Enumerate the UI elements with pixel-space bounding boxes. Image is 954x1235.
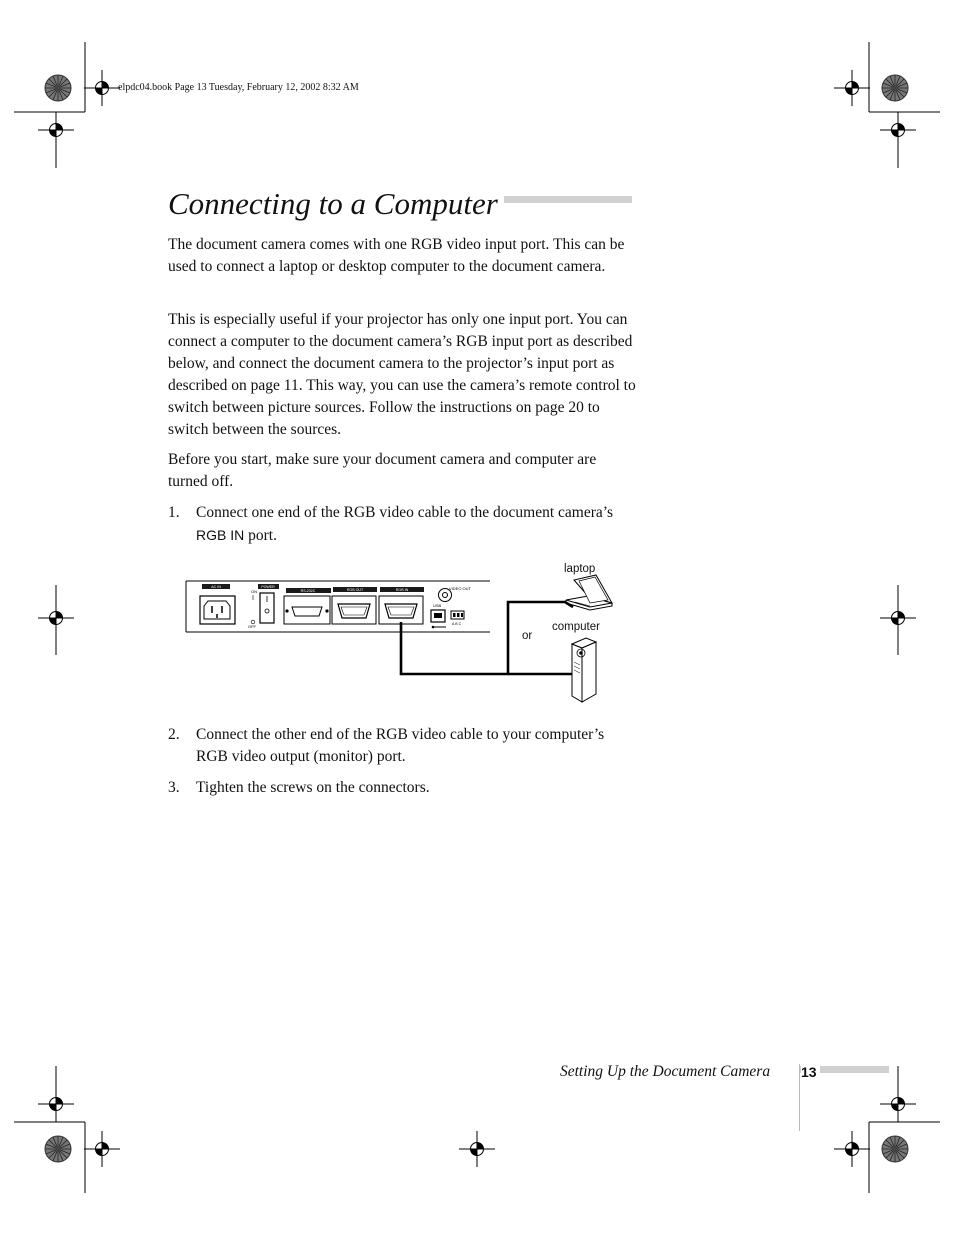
step-text: Connect the other end of the RGB video cable to your computer’s RGB video output (monitor) port.: [196, 726, 605, 765]
laptop-label: laptop: [564, 563, 596, 575]
intro-paragraph: The document camera comes with one RGB video input port. This can be used to connect a laptop or desktop computer to the document camera.: [168, 236, 625, 275]
step-number: 3.: [168, 779, 180, 796]
abc-label: A B C: [452, 622, 462, 626]
rgb-in-label: RGB IN: [395, 588, 409, 592]
step-1: [168, 502, 638, 546]
ac-in-port: [200, 596, 235, 624]
step-3: [168, 777, 638, 799]
on-label: ON: [251, 589, 257, 594]
step-text: Connect one end of the RGB video cable to the document camera’s RGB IN port.: [196, 504, 614, 544]
before-start-paragraph: Before you start, make sure your document camera and computer are turned off.: [168, 451, 597, 490]
or-label: or: [522, 630, 533, 642]
rgb-out-port: [332, 596, 376, 624]
step-number: 1.: [168, 504, 180, 521]
off-label: OFF: [248, 624, 256, 629]
usage-paragraph: This is especially useful if your projector has only one input port. You can connect a computer to the document camera’s RGB input port as described below, and connect the document camera to the projector’s input port as described on page 11. This way, you can use the camera’s remote control to switch between picture sources. Follow the instructions on page 20 to switch between the sources.: [168, 311, 636, 438]
book-info-header: elpdc04.book Page 13 Tuesday, February 12, 2002 8:32 AM: [118, 82, 359, 93]
dip-switch: [451, 611, 464, 619]
laptop-icon: [566, 575, 612, 610]
footer-section-title: Setting Up the Document Camera: [560, 1063, 771, 1080]
rgb-out-label: RGB OUT: [346, 588, 364, 592]
usb-port: [431, 610, 446, 628]
power-switch: [251, 593, 274, 624]
desktop-computer-icon: [572, 638, 596, 702]
step-2: [168, 724, 638, 768]
page-number: 13: [801, 1064, 820, 1080]
rgb-cable: [401, 602, 573, 674]
computer-label: computer: [552, 621, 600, 633]
step-number: 2.: [168, 726, 180, 743]
camera-back-panel: [186, 581, 490, 632]
step-text: Tighten the screws on the connectors.: [196, 779, 430, 796]
rs232c-label: RS-232C: [300, 589, 316, 593]
rgb-in-port-label: RGB IN: [196, 527, 245, 543]
page-title: Connecting to a Computer: [168, 186, 504, 222]
rgb-in-port: [379, 596, 423, 624]
rs232c-port: [284, 596, 330, 624]
video-out-label: VIDEO OUT: [448, 586, 472, 591]
power-label: POWER: [261, 585, 275, 589]
usb-label: USB: [433, 603, 442, 608]
ac-in-label: AC IN: [211, 585, 221, 589]
footer-rule: [799, 1064, 800, 1131]
